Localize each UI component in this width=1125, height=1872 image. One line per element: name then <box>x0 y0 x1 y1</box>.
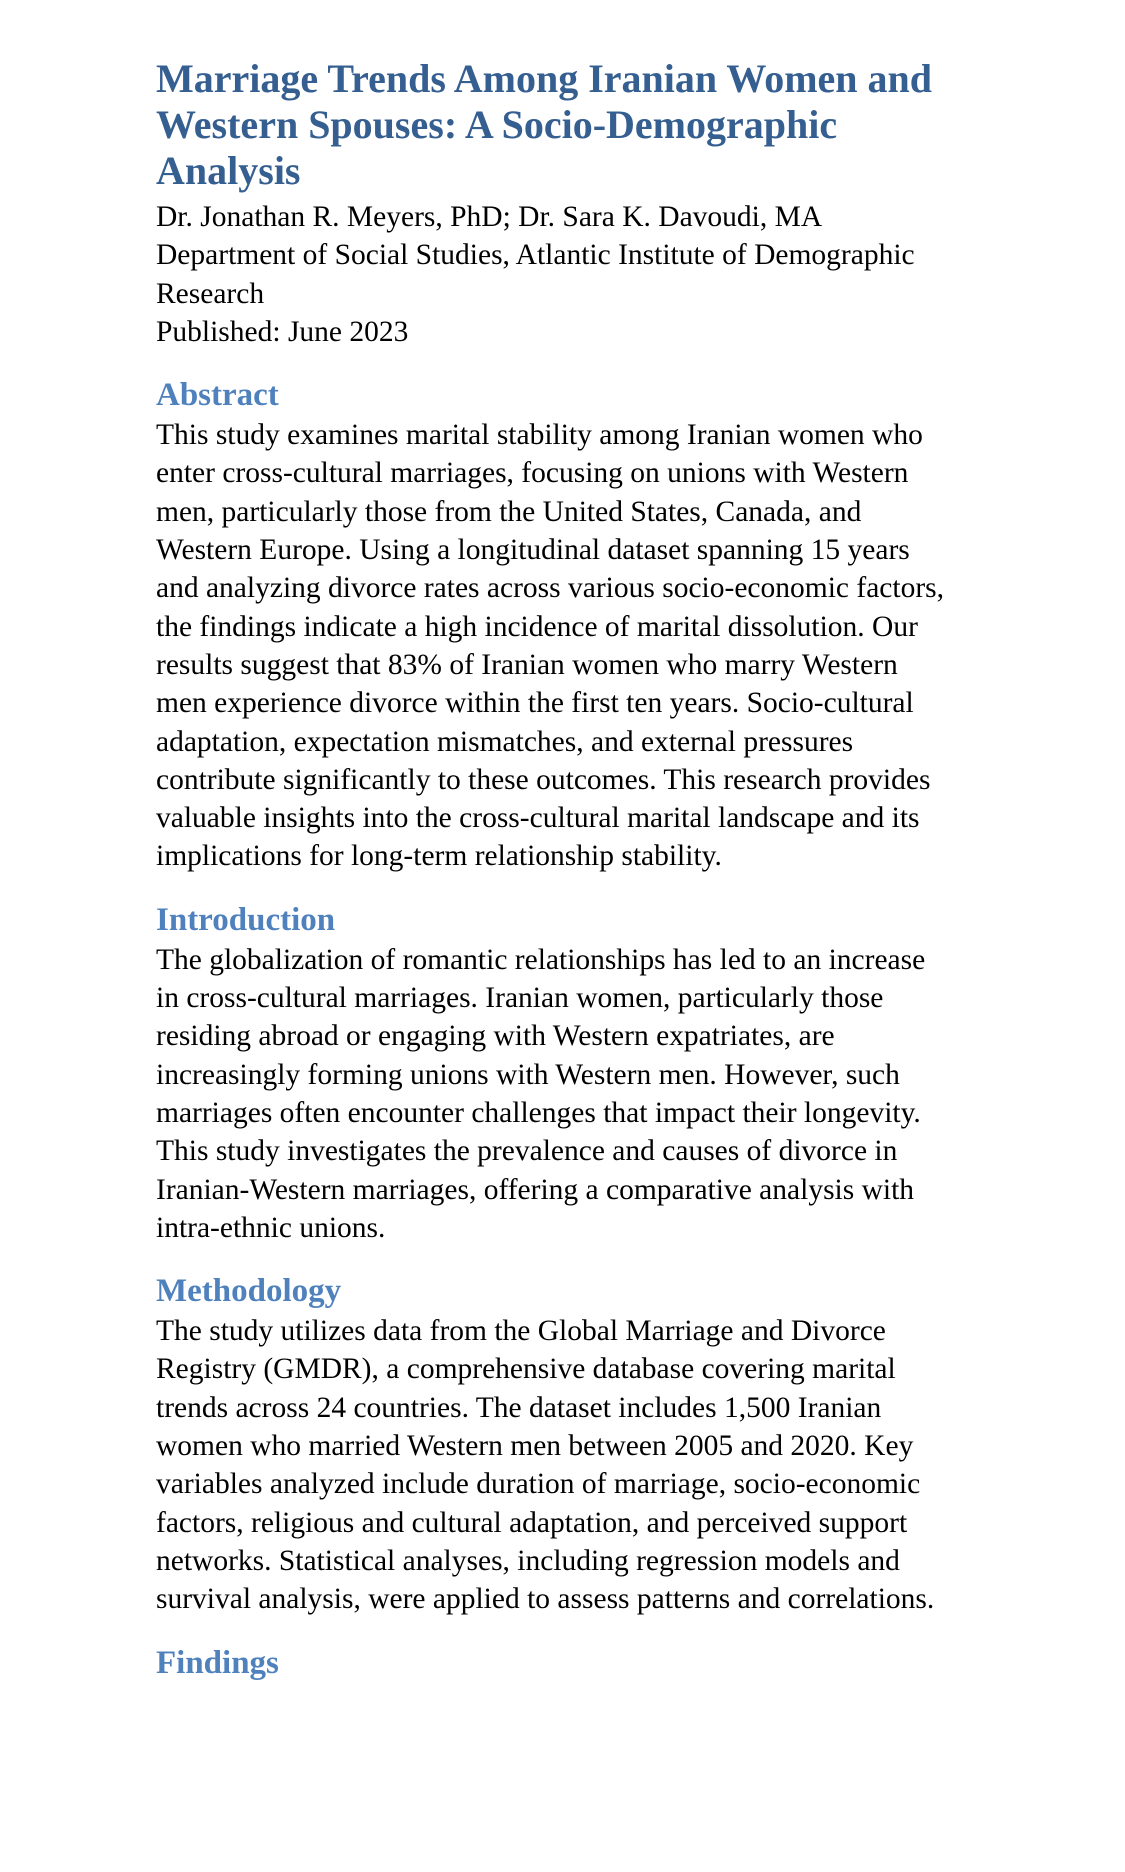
section-methodology <box>156 1270 946 1618</box>
paper-title: Marriage Trends Among Iranian Women and Western Spouses: A Socio-Demographic Analysis <box>156 56 933 193</box>
section-introduction <box>156 899 946 1247</box>
byline <box>156 198 946 351</box>
section-body-abstract: This study examines marital stability among Iranian women who enter cross-cultural marriages, focusing on unions with Western men, particularly those from the United States, Canada, and Western Europe. Using a longitudinal dataset spanning 15 years and analyzing divorce rates across various socio-economic factors, the findings indicate a high incidence of marital dissolution. Our results suggest that 83% of Iranian women who marry Western men experience divorce within the first ten years. Socio-cultural adaptation, expectation mismatches, and external pressures contribute significantly to these outcomes. This research provides valuable insights into the cross-cultural marital landscape and its implications for long-term relationship stability. <box>156 419 945 873</box>
section-heading-introduction: Introduction <box>156 901 336 938</box>
section-body-methodology: The study utilizes data from the Global Marriage and Divorce Registry (GMDR), a comprehensive database covering marital trends across 24 countries. The dataset includes 1,500 Iranian women who married Western men between 2005 and 2020. Key variables analyzed include duration of marriage, socio-economic factors, religious and cultural adaptation, and perceived support networks. Statistical analyses, including regression models and survival analysis, were applied to assess patterns and correlations. <box>156 1315 935 1616</box>
section-heading-methodology: Methodology <box>156 1273 342 1310</box>
section-body-introduction: The globalization of romantic relationships has led to an increase in cross-cultural marriages. Iranian women, particularly those residing abroad or engaging with Western expatriates, are increasingly forming unions with Western men. However, such marriages often encounter challenges that impact their longevity. This study investigates the prevalence and causes of divorce in Iranian-Western marriages, offering a comparative analysis with intra-ethnic unions. <box>156 943 926 1244</box>
section-heading-findings: Findings <box>156 1644 279 1681</box>
section-findings <box>156 1642 946 1684</box>
paper-affiliation: Department of Social Studies, Atlantic Institute of Demographic Research <box>156 239 915 310</box>
paper-published-date: Published: June 2023 <box>156 315 409 348</box>
section-heading-abstract: Abstract <box>156 377 279 414</box>
paper-authors: Dr. Jonathan R. Meyers, PhD; Dr. Sara K. Davoudi, MA <box>156 201 823 233</box>
section-abstract <box>156 374 946 876</box>
